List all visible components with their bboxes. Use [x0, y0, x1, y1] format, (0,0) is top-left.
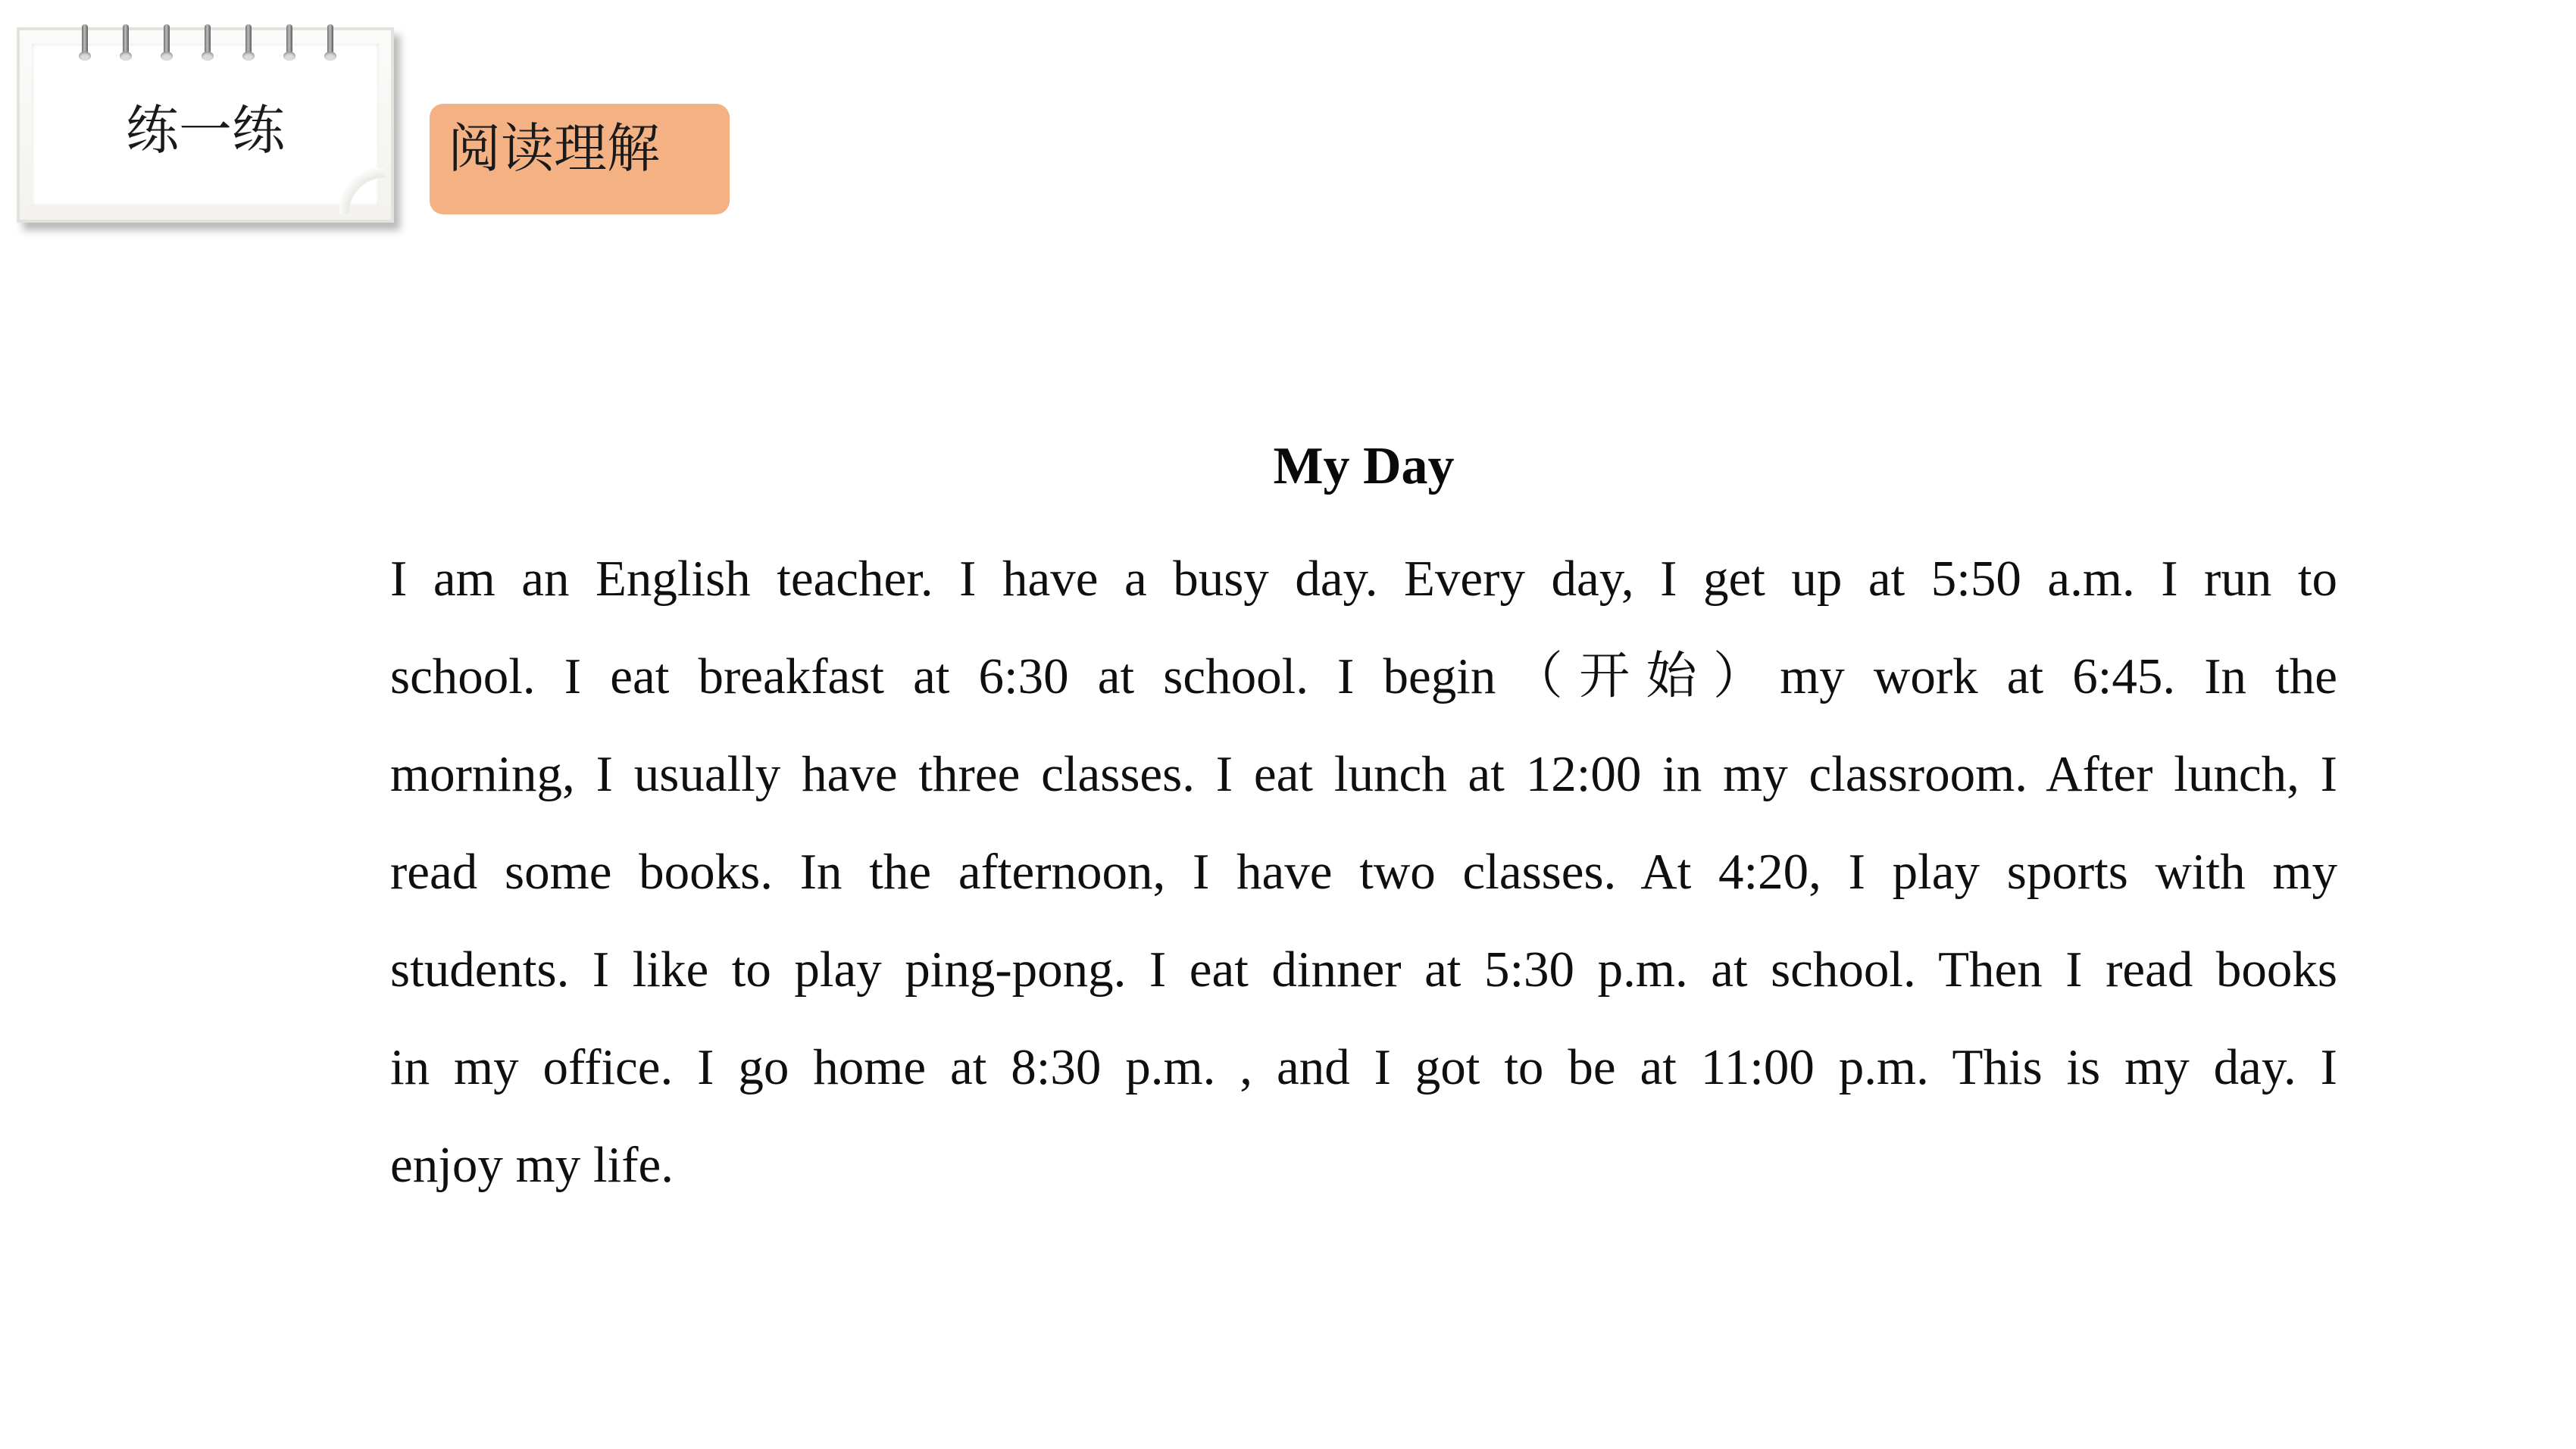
passage-line: in my office. I go home at 8:30 p.m. , and I got to be at 11:00 p.m. This is my day. I [390, 1039, 2337, 1095]
spiral-ring [205, 24, 211, 58]
passage-line: enjoy my life. [390, 1137, 674, 1193]
spiral-ring [123, 24, 129, 58]
passage-body [390, 530, 2337, 1214]
spiral-ring [286, 24, 292, 58]
spiral-ring [245, 24, 252, 58]
passage-line: students. I like to play ping-pong. I eat dinner at 5:30 p.m. at school. Then I read books [390, 942, 2337, 998]
spiral-ring [82, 24, 88, 58]
spiral-ring [327, 24, 333, 58]
reading-comprehension-tag [430, 104, 730, 214]
section-label: 练一练 [126, 99, 285, 161]
passage-line: morning, I usually have three classes. I eat lunch at 12:00 in my classroom. After lunch, I [390, 746, 2337, 802]
tag-label: 阅读理解 [448, 117, 660, 180]
notepad-card [17, 27, 394, 223]
passage-line: school. I eat breakfast at 6:30 at school. I begin（开始）my work at 6:45. In the [390, 648, 2337, 704]
spiral-ring [164, 24, 170, 58]
passage-line: read some books. In the afternoon, I have two classes. At 4:20, I play sports with my [390, 844, 2337, 900]
page-curl [339, 168, 385, 214]
passage-line: I am an English teacher. I have a busy day. Every day, I get up at 5:50 a.m. I run to [390, 551, 2337, 607]
passage-title: My Day [1273, 437, 1455, 495]
